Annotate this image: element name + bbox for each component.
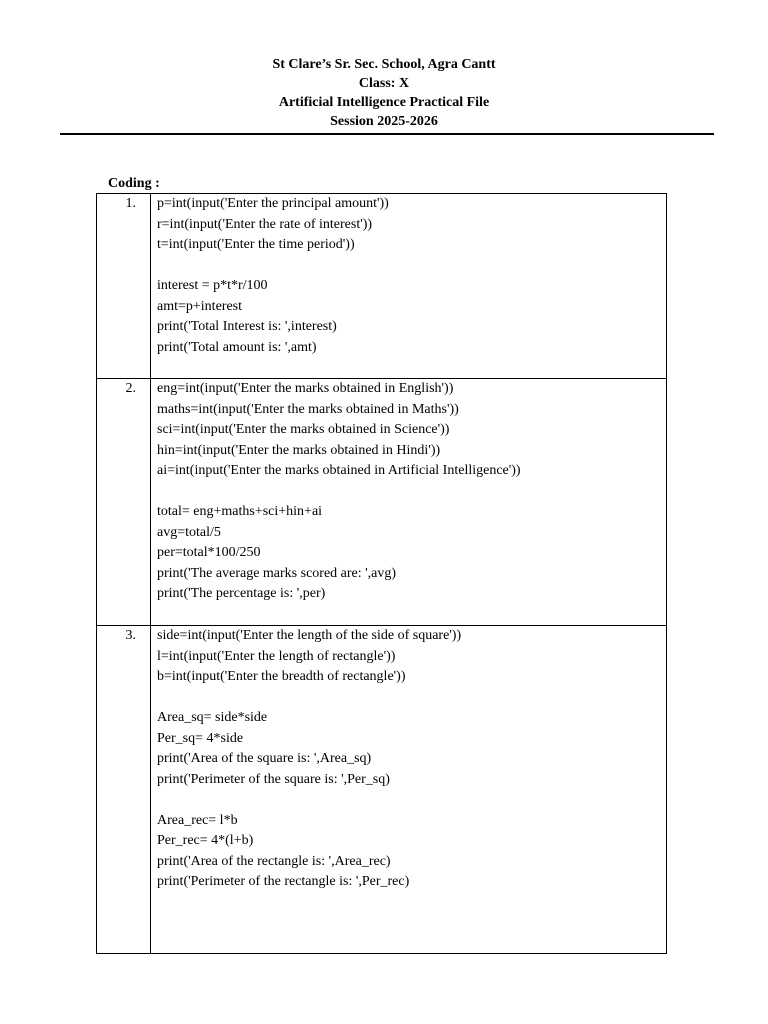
code-line: r=int(input('Enter the rate of interest')) — [157, 216, 373, 232]
code-line: print('Total Interest is: ',interest) — [157, 319, 337, 334]
code-line: t=int(input('Enter the time period')) — [157, 237, 355, 252]
code-line: avg=total/5 — [157, 524, 221, 540]
code-line: print('Perimeter of the square is: ',Per_sq) — [157, 771, 390, 787]
code-line — [157, 688, 666, 709]
session-label: Session 2025-2026 — [330, 114, 438, 129]
code-line: Per_rec= 4*(l+b) — [157, 833, 254, 848]
program-number: 1. — [125, 196, 136, 211]
program-row — [97, 379, 667, 626]
code-line — [157, 482, 666, 503]
code-line: l=int(input('Enter the length of rectangle')) — [157, 648, 396, 664]
code-line: p=int(input('Enter the principal amount')) — [157, 196, 389, 211]
program-number-cell — [97, 194, 151, 379]
class-label: Class: X — [358, 76, 410, 91]
code-line: print('Total amount is: ',amt) — [157, 339, 317, 355]
programs-table — [96, 193, 667, 954]
code-line: b=int(input('Enter the breadth of rectangle')) — [157, 669, 406, 684]
code-line: interest = p*t*r/100 — [157, 278, 268, 293]
program-code-cell — [151, 194, 667, 379]
program-row — [97, 194, 667, 379]
code-line: sci=int(input('Enter the marks obtained in Science')) — [157, 422, 450, 437]
code-line: Area_sq= side*side — [157, 710, 268, 725]
header-divider — [60, 133, 714, 135]
program-code-cell — [151, 379, 667, 626]
code-line: Per_sq= 4*side — [157, 730, 244, 746]
program-code-cell — [151, 626, 667, 954]
code-line: print('The average marks scored are: ',avg) — [157, 565, 397, 581]
program-number: 2. — [125, 381, 136, 396]
school-name: St Clare’s Sr. Sec. School, Agra Cantt — [272, 57, 496, 72]
code-line: print('Area of the square is: ',Area_sq) — [157, 751, 372, 766]
code-line: Area_rec= l*b — [157, 812, 238, 828]
document-header — [0, 55, 768, 131]
code-line: total= eng+maths+sci+hin+ai — [157, 504, 323, 519]
coding-label: Coding : — [108, 176, 160, 191]
code-line: ai=int(input('Enter the marks obtained in Artificial Intelligence')) — [157, 463, 521, 478]
program-row — [97, 626, 667, 954]
code-line: print('Area of the rectangle is: ',Area_rec) — [157, 853, 391, 869]
program-number: 3. — [125, 628, 136, 643]
code-line: per=total*100/250 — [157, 545, 261, 560]
code-line — [157, 256, 666, 277]
code-line — [157, 790, 666, 811]
code-line: maths=int(input('Enter the marks obtained in Maths')) — [157, 401, 459, 417]
code-line: hin=int(input('Enter the marks obtained in Hindi')) — [157, 442, 441, 458]
code-line: eng=int(input('Enter the marks obtained in English')) — [157, 381, 454, 396]
code-line: print('Perimeter of the rectangle is: ',Per_rec) — [157, 874, 410, 889]
program-number-cell — [97, 379, 151, 626]
program-number-cell — [97, 626, 151, 954]
code-line: amt=p+interest — [157, 298, 242, 314]
code-line: print('The percentage is: ',per) — [157, 586, 326, 601]
document-title: Artificial Intelligence Practical File — [278, 95, 490, 110]
code-line: side=int(input('Enter the length of the side of square')) — [157, 628, 462, 643]
